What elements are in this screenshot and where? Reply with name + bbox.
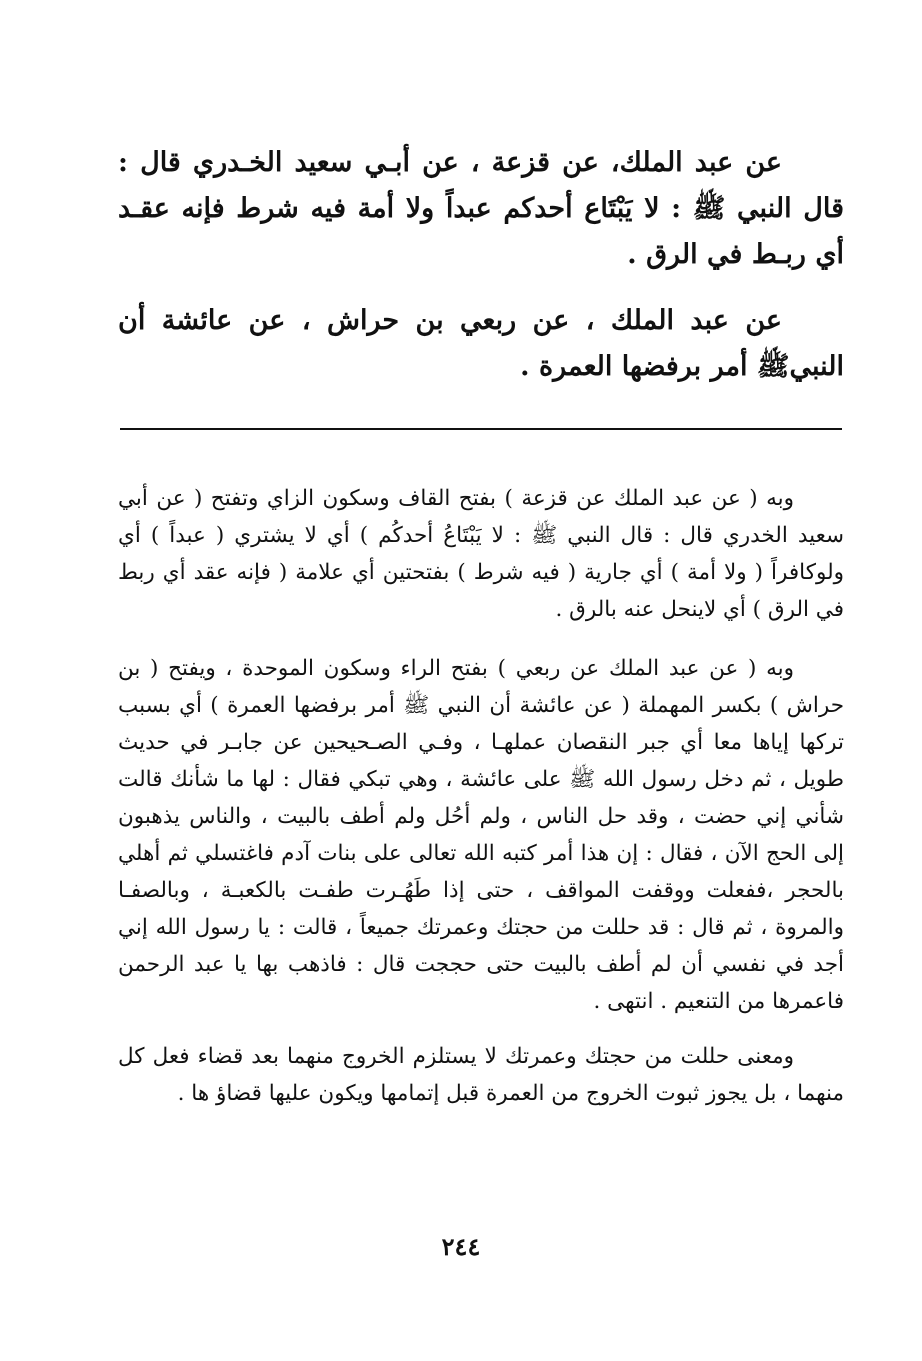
commentary-paragraph-2: وبه ( عن عبد الملك عن ربعي ) بفتح الراء وسكون الموحدة ، ويفتح ( بن حراش ) بكسر المهملة ( عن عائشة أن النبي ﷺ أمر برفضها العمرة ) أي بسبب تركها إياها معا أي جبر النقصان عملهـا ، وفـي الصـحيحين عن جابـر في حديث طويل ، ثم دخل رسول الله ﷺ على عائشة ، وهي تبكي فقال : لها ما شأنك قالت شأني إني حضت ، وقد حل الناس ، ولم أحُل ولم أطف بالبيت ، والناس يذهبون إلى الحج الآن ، فقال : إن هذا أمر كتبه الله تعالى على بنات آدم فاغتسلي ثم أهلي بالحجر ،ففعلت ووقفت المواقف ، حتى إذا طَهُـرت طفـت بالكعبـة ، وبالصفـا والمروة ، ثم قال : قد حللت من حجتك وعمرتك جميعاً ، قالت : يا رسول الله إني أجد في نفسي أن لم أطف بالبيت حتى حججت قال : فاذهب بها يا عبد الرحمن فاعمرها من التنعيم . انتهى .: [118, 656, 844, 1014]
footnote-divider: [120, 428, 842, 430]
hadith-text: [118, 140, 844, 390]
hadith-paragraph-2: عن عبد الملك ، عن ربعي بن حراش ، عن عائشة أن النبيﷺ أمر برفضها العمرة .: [118, 305, 844, 382]
hadith-paragraph-1: عن عبد الملك، عن قزعة ، عن أبـي سعيد الخـدري قال : قال النبي ﷺ : لا يَبْتَاع أحدكم عبداً ولا أمة فيه شرط فإنه عقـد أي ربـط في الرق .: [118, 147, 844, 270]
commentary-text: [118, 480, 844, 1112]
commentary-paragraph-1: وبه ( عن عبد الملك عن قزعة ) بفتح القاف وسكون الزاي وتفتح ( عن أبي سعيد الخدري قال : قال النبي ﷺ : لا يَبْتَاعُ أحدكُم ) أي لا يشتري ( عبداً ) أي ولوكافراً ( ولا أمة ) أي جارية ( فيه شرط ) بفتحتين أي علامة ( فإنه عقد أي ربط في الرق ) أي لاينحل عنه بالرق .: [118, 486, 844, 622]
page-number: ٢٤٤: [441, 1232, 481, 1261]
commentary-paragraph-3: ومعنى حللت من حجتك وعمرتك لا يستلزم الخروج منهما بعد قضاء فعل كل منهما ، بل يجوز ثبوت الخروج من العمرة قبل إتمامها ويكون عليها قضاؤ ها .: [118, 1044, 844, 1106]
